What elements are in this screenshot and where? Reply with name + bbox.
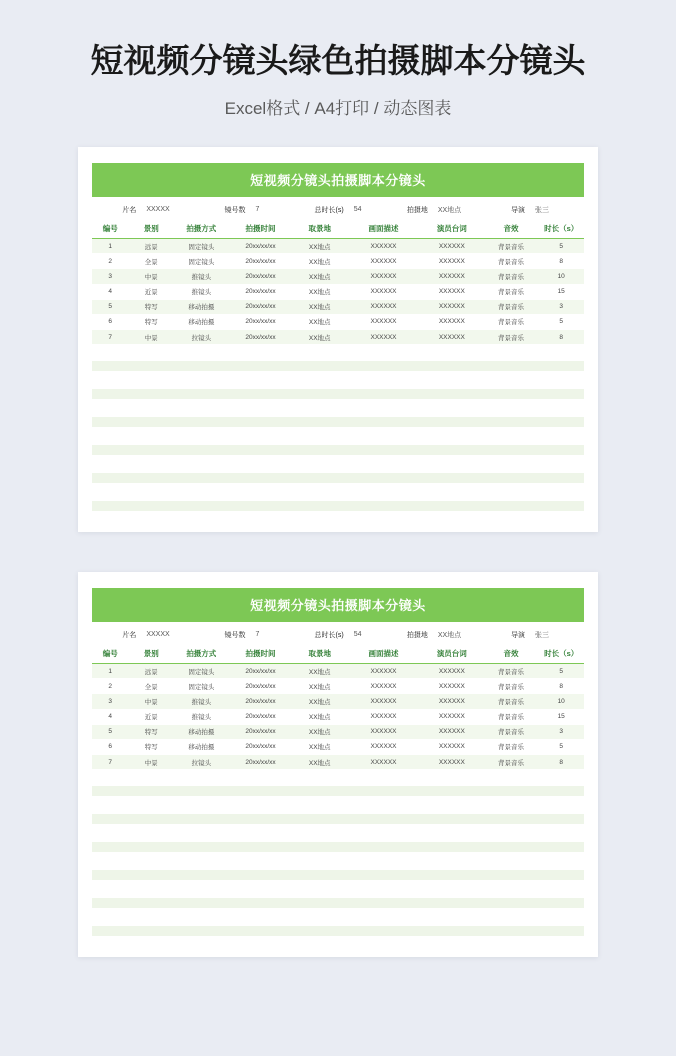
cell-time: 20xx/xx/xx [229, 330, 293, 345]
table-header-row-2 [92, 645, 584, 664]
cell-location: XX地点 [292, 663, 347, 678]
table-row[interactable] [92, 269, 584, 284]
cell-time: 20xx/xx/xx [229, 709, 293, 724]
empty-row [92, 898, 584, 908]
storyboard-table-1[interactable] [92, 220, 584, 345]
col-header-no: 编号 [92, 645, 128, 664]
cell-line: XXXXXX [420, 238, 484, 253]
col-header-method: 拍摄方式 [174, 645, 229, 664]
sheet-title-2: 短视频分镜头拍摄脚本分镜头 [250, 598, 426, 614]
table-row[interactable] [92, 330, 584, 345]
empty-row [92, 403, 584, 413]
meta-cell-shot-count [194, 630, 290, 640]
empty-row [92, 389, 584, 399]
empty-row [92, 361, 584, 371]
cell-line: XXXXXX [420, 724, 484, 739]
cell-line: XXXXXX [420, 694, 484, 709]
cell-line: XXXXXX [420, 709, 484, 724]
cell-line: XXXXXX [420, 330, 484, 345]
table-row[interactable] [92, 724, 584, 739]
cell-no: 7 [92, 330, 128, 345]
col-header-description: 画面描述 [347, 645, 420, 664]
cell-sound: 背景音乐 [484, 755, 539, 770]
cell-line: XXXXXX [420, 663, 484, 678]
cell-sound: 背景音乐 [484, 284, 539, 299]
empty-row [92, 856, 584, 866]
cell-method: 推镜头 [174, 694, 229, 709]
meta-value-director: 张三 [535, 206, 549, 214]
cell-location: XX地点 [292, 238, 347, 253]
empty-row [92, 431, 584, 441]
col-header-duration: 时长（s） [538, 220, 584, 239]
cell-location: XX地点 [292, 679, 347, 694]
meta-cell-location [386, 630, 482, 640]
table-row[interactable] [92, 709, 584, 724]
cell-scene: 特写 [128, 724, 174, 739]
cell-method: 固定镜头 [174, 254, 229, 269]
meta-label-total-duration: 总时长(s) [314, 631, 344, 639]
cell-sound: 背景音乐 [484, 663, 539, 678]
cell-sound: 背景音乐 [484, 709, 539, 724]
cell-description: XXXXXX [347, 314, 420, 329]
meta-value-film-name: XXXXX [146, 631, 170, 639]
cell-sound: 背景音乐 [484, 299, 539, 314]
cell-duration: 10 [538, 269, 584, 284]
cell-method: 移动拍摄 [174, 314, 229, 329]
meta-row-1 [92, 205, 584, 215]
cell-time: 20xx/xx/xx [229, 238, 293, 253]
table-row[interactable] [92, 679, 584, 694]
table-body-1 [92, 238, 584, 344]
table-row[interactable] [92, 254, 584, 269]
cell-duration: 15 [538, 284, 584, 299]
meta-value-total-duration: 54 [353, 206, 362, 214]
cell-line: XXXXXX [420, 739, 484, 754]
cell-method: 移动拍摄 [174, 724, 229, 739]
meta-value-location: XX地点 [437, 631, 462, 639]
cell-line: XXXXXX [420, 299, 484, 314]
cell-scene: 中景 [128, 755, 174, 770]
cell-sound: 背景音乐 [484, 724, 539, 739]
cell-no: 1 [92, 663, 128, 678]
meta-cell-shot-count [194, 205, 290, 215]
cell-line: XXXXXX [420, 314, 484, 329]
meta-label-location: 拍摄地 [406, 631, 428, 639]
cell-location: XX地点 [292, 254, 347, 269]
cell-no: 4 [92, 709, 128, 724]
empty-row [92, 417, 584, 427]
sheet-title-1: 短视频分镜头拍摄脚本分镜头 [250, 173, 426, 189]
cell-sound: 背景音乐 [484, 314, 539, 329]
cell-scene: 远景 [128, 663, 174, 678]
cell-no: 3 [92, 694, 128, 709]
cell-scene: 中景 [128, 694, 174, 709]
table-row[interactable] [92, 663, 584, 678]
cell-time: 20xx/xx/xx [229, 739, 293, 754]
sheet-title-band-2 [92, 588, 584, 622]
empty-row [92, 375, 584, 385]
cell-time: 20xx/xx/xx [229, 755, 293, 770]
cell-method: 固定镜头 [174, 663, 229, 678]
cell-duration: 8 [538, 679, 584, 694]
cell-duration: 3 [538, 724, 584, 739]
sheet-container-1 [78, 147, 598, 532]
col-header-location: 取景地 [292, 220, 347, 239]
empty-row [92, 473, 584, 483]
meta-label-director: 导演 [511, 206, 525, 214]
table-row[interactable] [92, 739, 584, 754]
empty-row [92, 501, 584, 511]
col-header-time: 拍摄时间 [229, 220, 293, 239]
col-header-scene: 景别 [128, 645, 174, 664]
col-header-sound: 音效 [484, 645, 539, 664]
cell-location: XX地点 [292, 314, 347, 329]
cell-no: 6 [92, 739, 128, 754]
cell-line: XXXXXX [420, 755, 484, 770]
cell-duration: 5 [538, 663, 584, 678]
empty-row [92, 912, 584, 922]
cell-time: 20xx/xx/xx [229, 679, 293, 694]
empty-row [92, 926, 584, 936]
col-header-no: 编号 [92, 220, 128, 239]
cell-duration: 15 [538, 709, 584, 724]
cell-no: 3 [92, 269, 128, 284]
empty-row [92, 842, 584, 852]
cell-sound: 背景音乐 [484, 269, 539, 284]
empty-row [92, 884, 584, 894]
cell-location: XX地点 [292, 739, 347, 754]
empty-rows-area-1 [92, 347, 584, 511]
table-row[interactable] [92, 314, 584, 329]
cell-no: 1 [92, 238, 128, 253]
col-header-location: 取景地 [292, 645, 347, 664]
table-row[interactable] [92, 284, 584, 299]
cell-time: 20xx/xx/xx [229, 269, 293, 284]
empty-row [92, 870, 584, 880]
spreadsheet-preview-1[interactable] [78, 147, 598, 532]
cell-description: XXXXXX [347, 269, 420, 284]
empty-row [92, 814, 584, 824]
cell-sound: 背景音乐 [484, 238, 539, 253]
cell-sound: 背景音乐 [484, 694, 539, 709]
cell-method: 固定镜头 [174, 679, 229, 694]
cell-description: XXXXXX [347, 238, 420, 253]
page-subtitle: Excel格式 / A4打印 / 动态图表 [224, 98, 452, 118]
meta-cell-film-name [98, 205, 194, 215]
meta-cell-total-duration [290, 205, 386, 215]
table-body-2 [92, 663, 584, 769]
cell-duration: 10 [538, 694, 584, 709]
cell-description: XXXXXX [347, 755, 420, 770]
cell-description: XXXXXX [347, 330, 420, 345]
spreadsheet-preview-2[interactable] [78, 572, 598, 957]
empty-row [92, 786, 584, 796]
cell-time: 20xx/xx/xx [229, 663, 293, 678]
cell-time: 20xx/xx/xx [229, 299, 293, 314]
cell-scene: 特写 [128, 299, 174, 314]
table-row[interactable] [92, 238, 584, 253]
cell-line: XXXXXX [420, 254, 484, 269]
empty-row [92, 800, 584, 810]
meta-value-shot-count: 7 [255, 631, 260, 639]
meta-label-total-duration: 总时长(s) [314, 206, 344, 214]
col-header-line: 演员台词 [420, 220, 484, 239]
cell-duration: 3 [538, 299, 584, 314]
page-title: 短视频分镜头绿色拍摄脚本分镜头 [90, 42, 586, 79]
empty-row [92, 347, 584, 357]
storyboard-table-2[interactable] [92, 645, 584, 770]
cell-method: 固定镜头 [174, 238, 229, 253]
cell-duration: 8 [538, 755, 584, 770]
cell-scene: 中景 [128, 269, 174, 284]
cell-description: XXXXXX [347, 739, 420, 754]
cell-location: XX地点 [292, 755, 347, 770]
empty-rows-area-2 [92, 772, 584, 936]
cell-duration: 5 [538, 314, 584, 329]
table-row[interactable] [92, 755, 584, 770]
cell-no: 5 [92, 299, 128, 314]
meta-value-director: 张三 [535, 631, 549, 639]
meta-value-location: XX地点 [437, 206, 462, 214]
cell-scene: 全景 [128, 679, 174, 694]
cell-method: 拉镜头 [174, 330, 229, 345]
cell-sound: 背景音乐 [484, 739, 539, 754]
meta-cell-total-duration [290, 630, 386, 640]
cell-scene: 中景 [128, 330, 174, 345]
cell-location: XX地点 [292, 709, 347, 724]
cell-time: 20xx/xx/xx [229, 314, 293, 329]
cell-no: 2 [92, 679, 128, 694]
table-header-row-1 [92, 220, 584, 239]
cell-location: XX地点 [292, 284, 347, 299]
cell-duration: 5 [538, 238, 584, 253]
meta-cell-director [482, 630, 578, 640]
cell-duration: 8 [538, 330, 584, 345]
cell-location: XX地点 [292, 299, 347, 314]
cell-line: XXXXXX [420, 284, 484, 299]
meta-cell-film-name [98, 630, 194, 640]
cell-time: 20xx/xx/xx [229, 254, 293, 269]
cell-sound: 背景音乐 [484, 254, 539, 269]
cell-description: XXXXXX [347, 284, 420, 299]
sheet-container-2 [78, 572, 598, 957]
empty-row [92, 828, 584, 838]
meta-label-location: 拍摄地 [406, 206, 428, 214]
meta-value-shot-count: 7 [255, 206, 260, 214]
cell-location: XX地点 [292, 330, 347, 345]
col-header-duration: 时长（s） [538, 645, 584, 664]
cell-description: XXXXXX [347, 254, 420, 269]
cell-sound: 背景音乐 [484, 330, 539, 345]
cell-location: XX地点 [292, 724, 347, 739]
meta-value-film-name: XXXXX [146, 206, 170, 214]
cell-method: 移动拍摄 [174, 299, 229, 314]
cell-location: XX地点 [292, 269, 347, 284]
cell-no: 6 [92, 314, 128, 329]
cell-duration: 8 [538, 254, 584, 269]
cell-method: 拉镜头 [174, 755, 229, 770]
table-head-2 [92, 645, 584, 664]
sheet-title-band-1 [92, 163, 584, 197]
cell-scene: 远景 [128, 238, 174, 253]
col-header-sound: 音效 [484, 220, 539, 239]
col-header-scene: 景别 [128, 220, 174, 239]
cell-scene: 近景 [128, 709, 174, 724]
cell-description: XXXXXX [347, 709, 420, 724]
cell-description: XXXXXX [347, 299, 420, 314]
cell-description: XXXXXX [347, 663, 420, 678]
meta-label-film-name: 片名 [122, 206, 137, 214]
table-row[interactable] [92, 694, 584, 709]
cell-scene: 近景 [128, 284, 174, 299]
cell-scene: 特写 [128, 739, 174, 754]
cell-method: 推镜头 [174, 709, 229, 724]
cell-method: 推镜头 [174, 284, 229, 299]
meta-cell-director [482, 205, 578, 215]
cell-time: 20xx/xx/xx [229, 284, 293, 299]
cell-description: XXXXXX [347, 694, 420, 709]
cell-line: XXXXXX [420, 269, 484, 284]
meta-label-film-name: 片名 [122, 631, 137, 639]
cell-method: 推镜头 [174, 269, 229, 284]
meta-row-2 [92, 630, 584, 640]
meta-label-shot-count: 镜号数 [224, 206, 246, 214]
table-head-1 [92, 220, 584, 239]
empty-row [92, 772, 584, 782]
cell-description: XXXXXX [347, 724, 420, 739]
col-header-method: 拍摄方式 [174, 220, 229, 239]
cell-duration: 5 [538, 739, 584, 754]
cell-scene: 全景 [128, 254, 174, 269]
col-header-line: 演员台词 [420, 645, 484, 664]
table-row[interactable] [92, 299, 584, 314]
meta-label-shot-count: 镜号数 [224, 631, 246, 639]
cell-scene: 特写 [128, 314, 174, 329]
empty-row [92, 487, 584, 497]
empty-row [92, 459, 584, 469]
cell-line: XXXXXX [420, 679, 484, 694]
cell-no: 2 [92, 254, 128, 269]
cell-location: XX地点 [292, 694, 347, 709]
meta-value-total-duration: 54 [353, 631, 362, 639]
meta-label-director: 导演 [511, 631, 525, 639]
cell-description: XXXXXX [347, 679, 420, 694]
cell-time: 20xx/xx/xx [229, 724, 293, 739]
cell-method: 移动拍摄 [174, 739, 229, 754]
cell-no: 4 [92, 284, 128, 299]
cell-no: 7 [92, 755, 128, 770]
cell-time: 20xx/xx/xx [229, 694, 293, 709]
meta-cell-location [386, 205, 482, 215]
col-header-time: 拍摄时间 [229, 645, 293, 664]
cell-no: 5 [92, 724, 128, 739]
empty-row [92, 445, 584, 455]
col-header-description: 画面描述 [347, 220, 420, 239]
page-header [0, 0, 676, 119]
cell-sound: 背景音乐 [484, 679, 539, 694]
